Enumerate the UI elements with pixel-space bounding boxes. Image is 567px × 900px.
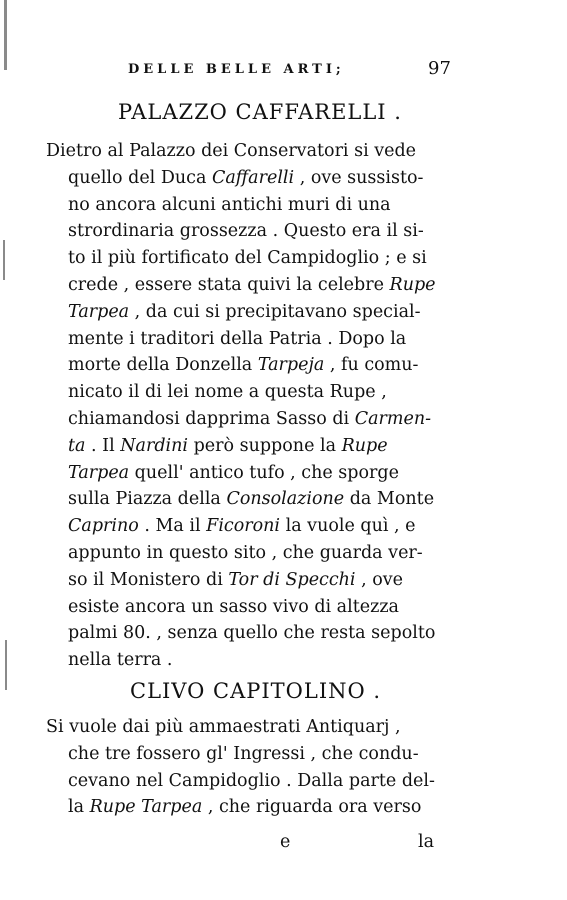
- text-line: [68, 435, 388, 457]
- text-line: [68, 408, 431, 430]
- text-segment: strordinaria grossezza . Questo era il si-: [68, 221, 424, 242]
- text-line: [68, 274, 436, 296]
- text-segment: mente i traditori della Patria . Dopo la: [68, 328, 407, 349]
- text-line: [68, 167, 423, 189]
- text-line: [68, 515, 416, 537]
- catchword-left: e: [280, 832, 291, 852]
- gutter-shadow-middle: [3, 240, 5, 280]
- gutter-shadow-bottom: [5, 640, 7, 690]
- text-segment: morte della Donzella: [68, 355, 258, 376]
- italic-text-segment: Tarpeja: [257, 355, 325, 376]
- italic-text-segment: Tarpea: [68, 462, 130, 483]
- text-line: [68, 354, 418, 376]
- text-line: [68, 743, 419, 765]
- text-line: [68, 622, 435, 644]
- text-segment: sulla Piazza della: [68, 489, 227, 510]
- italic-text-segment: Caffarelli: [211, 167, 295, 188]
- text-segment: che tre fossero gl' Ingressi , che condu-: [68, 743, 419, 764]
- text-segment: la: [68, 797, 90, 818]
- italic-text-segment: Carmen-: [354, 409, 432, 429]
- section-title-clivo-capitolino: CLIVO CAPITOLINO .: [130, 679, 382, 703]
- text-segment: chiamandosi dapprima Sasso di: [68, 409, 355, 429]
- text-segment: , che riguarda ora verso: [202, 797, 422, 818]
- text-line: [68, 488, 434, 510]
- text-line: [46, 140, 416, 162]
- text-segment: , fu comu-: [324, 355, 419, 376]
- text-segment: da Monte: [344, 489, 435, 510]
- text-line: [68, 796, 421, 818]
- text-segment: to il più fortificato del Campidoglio ; e si: [68, 248, 427, 269]
- text-line: [68, 381, 387, 403]
- text-segment: Si vuole dai più ammaestrati Antiquarj ,: [46, 717, 401, 737]
- text-segment: Dietro al Palazzo dei Conservatori si vede: [46, 141, 417, 161]
- text-segment: crede , essere stata quivi la celebre: [68, 275, 390, 295]
- text-segment: quell' antico tufo , che sporge: [129, 462, 399, 483]
- text-line: [68, 770, 435, 792]
- text-segment: esiste ancora un sasso vivo di altezza: [68, 596, 399, 617]
- italic-text-segment: Rupe Tarpea: [89, 797, 203, 818]
- text-segment: palmi 80. , senza quello che resta sepolto: [68, 623, 436, 644]
- text-segment: no ancora alcuni antichi muri di una: [68, 194, 391, 215]
- gutter-shadow-top: [4, 0, 7, 70]
- italic-text-segment: Nardini: [120, 435, 189, 456]
- text-line: [68, 596, 399, 618]
- text-line: [68, 462, 399, 484]
- italic-text-segment: ta: [68, 435, 86, 456]
- text-line: [46, 716, 401, 738]
- text-segment: quello del Duca: [68, 167, 212, 188]
- text-segment: appunto in questo sito , che guarda ver-: [68, 543, 423, 563]
- running-head: DELLE BELLE ARTI;: [128, 62, 345, 77]
- italic-text-segment: Rupe: [389, 275, 436, 295]
- text-segment: però suppone la: [188, 435, 342, 456]
- text-segment: . Il: [85, 435, 121, 456]
- text-segment: , ove sussisto-: [294, 167, 424, 188]
- italic-text-segment: Rupe: [341, 435, 388, 456]
- italic-text-segment: Consolazione: [226, 489, 345, 510]
- text-segment: nella terra .: [68, 650, 173, 671]
- text-line: [68, 328, 406, 350]
- text-segment: la vuole quì , e: [280, 516, 416, 537]
- italic-text-segment: Ficoroni: [206, 516, 281, 537]
- section-title-palazzo-caffarelli: PALAZZO CAFFARELLI .: [118, 100, 402, 124]
- catchword-right: la: [418, 832, 435, 852]
- text-line: [68, 247, 427, 269]
- text-line: [68, 301, 421, 323]
- text-segment: , da cui si precipitavano special-: [129, 301, 421, 322]
- italic-text-segment: Tarpea: [68, 301, 130, 322]
- text-segment: . Ma il: [138, 516, 207, 537]
- text-segment: , ove: [355, 569, 403, 590]
- italic-text-segment: Tor di Specchi: [228, 569, 356, 590]
- text-segment: cevano nel Campidoglio . Dalla parte del-: [68, 770, 435, 791]
- text-segment: nicato il di lei nome a questa Rupe ,: [68, 382, 387, 403]
- text-line: [68, 194, 391, 216]
- text-line: [68, 220, 424, 242]
- page-number: 97: [428, 58, 451, 79]
- text-line: [68, 542, 423, 564]
- text-segment: so il Monistero di: [68, 569, 229, 590]
- italic-text-segment: Caprino: [68, 516, 139, 537]
- text-line: [68, 569, 403, 591]
- text-line: [68, 649, 173, 671]
